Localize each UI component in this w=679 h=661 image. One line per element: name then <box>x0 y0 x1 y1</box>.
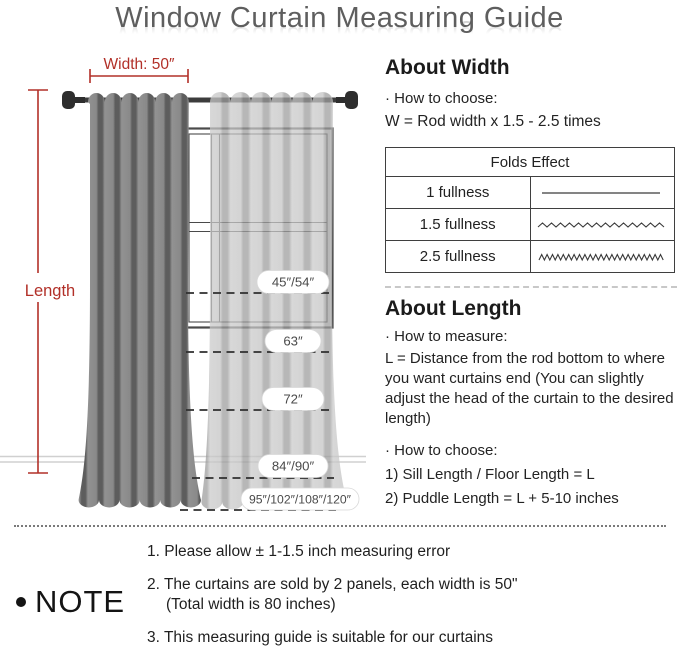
length-how-to-choose: · How to choose: <box>385 442 498 459</box>
fullness-1-cell <box>530 177 675 209</box>
list-item <box>147 542 672 562</box>
note-item-2-line-1: 2. The curtains are sold by 2 panels, each width is 50" <box>147 576 518 593</box>
dense-wave-icon <box>537 250 667 264</box>
width-label: Width: 50″ <box>103 56 175 73</box>
gentle-wave-icon <box>536 219 668 231</box>
note-item-2-line-2: (Total width is 80 inches) <box>166 596 336 613</box>
width-how-to-choose: · How to choose: <box>385 90 498 107</box>
length-choose-item-2: 2) Puddle Length = L + 5-10 inches <box>385 490 619 507</box>
table-row <box>386 241 675 273</box>
rod-finial-right <box>336 91 358 109</box>
page-title: Window Curtain Measuring Guide <box>115 2 564 34</box>
folds-effect-table <box>385 147 675 273</box>
length-marker-72: 72″ <box>283 391 303 407</box>
list-item <box>147 628 672 648</box>
length-marker-63: 63″ <box>283 333 303 349</box>
length-how-to-measure: · How to measure: <box>385 328 508 345</box>
curtain-measuring-diagram <box>0 52 380 534</box>
fullness-1-label: 1 fullness <box>386 177 531 209</box>
length-marker-95-120: 95″/102″/108″/120″ <box>249 492 351 507</box>
about-length-heading: About Length <box>385 297 522 320</box>
dark-curtain-panel <box>79 93 201 508</box>
fullness-1-5-label: 1.5 fullness <box>386 209 531 241</box>
fullness-1-5-cell <box>530 209 675 241</box>
light-curtain-panel <box>201 92 347 510</box>
rod-finial-left <box>62 91 85 109</box>
length-label: Length <box>24 282 76 300</box>
bullet-dot-icon <box>16 597 26 607</box>
note-divider <box>14 525 666 527</box>
fullness-2-5-cell <box>530 241 675 273</box>
width-formula: W = Rod width x 1.5 - 2.5 times <box>385 113 601 130</box>
right-column <box>385 54 679 509</box>
list-item <box>147 575 672 615</box>
table-row <box>386 209 675 241</box>
note-heading: NOTE <box>35 584 126 619</box>
length-marker-45-54: 45″/54″ <box>271 274 315 290</box>
note-item-1: 1. Please allow ± 1-1.5 inch measuring error <box>147 543 451 560</box>
folds-table-header: Folds Effect <box>386 148 675 177</box>
section-divider <box>385 286 677 288</box>
straight-line-icon <box>537 187 667 199</box>
length-choose-item-1: 1) Sill Length / Floor Length = L <box>385 466 595 483</box>
length-marker-84-90: 84″/90″ <box>271 458 315 474</box>
about-width-heading: About Width <box>385 56 510 79</box>
table-row <box>386 177 675 209</box>
note-item-3: 3. This measuring guide is suitable for our curtains <box>147 629 494 646</box>
length-measure-text: L = Distance from the rod bottom to where you want curtains end (You can slightly adjust the head of the curtain to the desired length) <box>385 350 674 427</box>
fullness-2-5-label: 2.5 fullness <box>386 241 531 273</box>
note-label <box>16 584 125 620</box>
note-list <box>147 542 672 661</box>
